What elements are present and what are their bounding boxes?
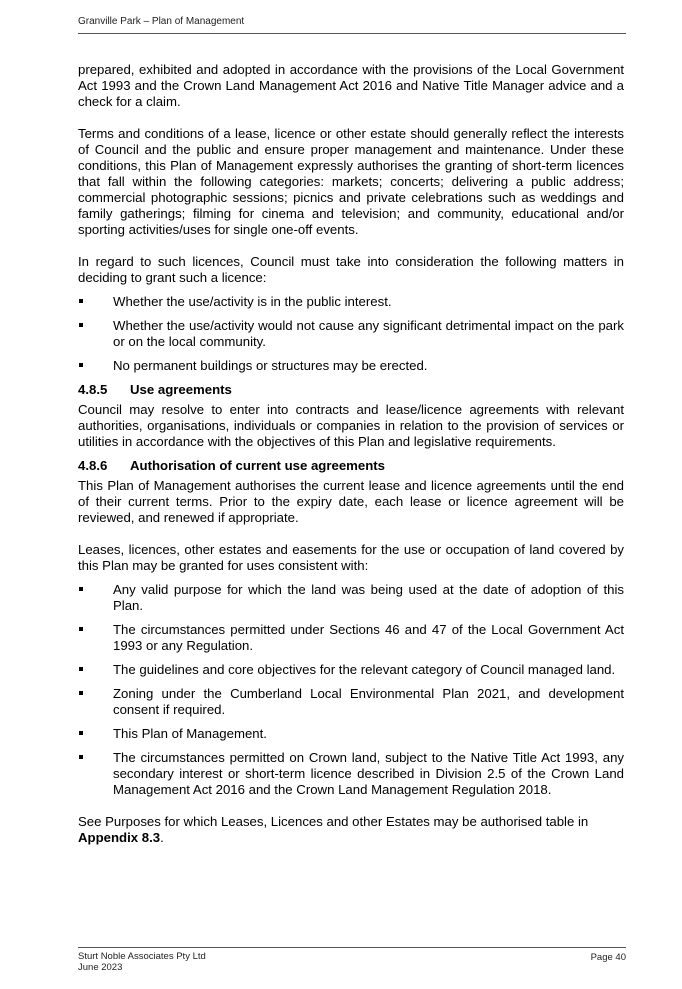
bullet-icon — [79, 667, 83, 671]
bullet-icon — [79, 363, 83, 367]
list-item: The guidelines and core objectives for the relevant category of Council managed land. — [78, 662, 624, 678]
intro-paragraph-2: Terms and conditions of a lease, licence or other estate should generally reflect the interests of Council and the public and ensure proper management and maintenance. Under these conditions, this Plan of Management expressly authorises the granting of short-term licences that fall within the following categories: markets; concerts; delivering a public address; commercial photographic sessions; picnics and private celebrations such as weddings and family gatherings; filming for cinema and television; and community, educational and/or sporting activities/uses for single one-off events. — [78, 126, 624, 237]
list-item: Any valid purpose for which the land was being used at the date of adoption of this Plan. — [78, 582, 624, 614]
closing-text: See Purposes for which Leases, Licences and other Estates may be authorised table in — [78, 814, 589, 829]
document-body — [78, 62, 624, 846]
bullet-icon — [79, 731, 83, 735]
appendix-link: Appendix 8.3 — [78, 830, 161, 845]
intro-paragraph-3: In regard to such licences, Council must take into consideration the following matters in deciding to grant such a licence: — [78, 254, 624, 285]
list-item: This Plan of Management. — [78, 726, 624, 742]
authorisation-paragraph-1: This Plan of Management authorises the current lease and licence agreements until the end of their current terms. Prior to the expiry date, each lease or licence agreement will be reviewed, and renewed if appropriate. — [78, 478, 624, 525]
authorisation-paragraph-2: Leases, licences, other estates and easements for the use or occupation of land covered by this Plan may be granted for uses consistent with: — [78, 542, 624, 573]
footer-company: Sturt Noble Associates Pty Ltd — [78, 951, 206, 962]
licence-considerations-list — [78, 294, 624, 374]
bullet-icon — [79, 299, 83, 303]
section-heading-4-8-5 — [78, 382, 624, 398]
use-agreements-paragraph: Council may resolve to enter into contracts and lease/licence agreements with relevant authorities, organisations, individuals or companies in relation to the provision of services or utilities in accordance with the objectives of this Plan and legislative requirements. — [78, 402, 624, 449]
intro-paragraph-1: prepared, exhibited and adopted in accordance with the provisions of the Local Government Act 1993 and the Crown Land Management Act 2016 and Native Title Manager advice and a check for a claim. — [78, 62, 624, 109]
section-number: 4.8.6 — [78, 458, 108, 473]
appendix-reference-paragraph: See Purposes for which Leases, Licences and other Estates may be authorised table in Appendix 8.3. — [78, 814, 589, 845]
section-title: Use agreements — [130, 382, 232, 397]
footer-date: June 2023 — [78, 962, 123, 973]
list-item: Whether the use/activity is in the public interest. — [78, 294, 624, 310]
page-footer — [78, 947, 626, 973]
bullet-icon — [79, 627, 83, 631]
header-title: Granville Park – Plan of Management — [78, 16, 245, 27]
bullet-icon — [79, 587, 83, 591]
list-item: The circumstances permitted under Sections 46 and 47 of the Local Government Act 1993 or any Regulation. — [78, 622, 624, 654]
bullet-icon — [79, 691, 83, 695]
permitted-uses-list — [78, 582, 624, 798]
list-item: No permanent buildings or structures may be erected. — [78, 358, 624, 374]
page-header — [78, 16, 626, 34]
section-title: Authorisation of current use agreements — [130, 458, 386, 473]
list-item: Zoning under the Cumberland Local Environmental Plan 2021, and development consent if required. — [78, 686, 624, 718]
bullet-icon — [79, 755, 83, 759]
page-number: Page 40 — [590, 952, 626, 963]
section-number: 4.8.5 — [78, 382, 108, 397]
list-item: The circumstances permitted on Crown land, subject to the Native Title Act 1993, any secondary interest or short-term licence described in Division 2.5 of the Crown Land Management Act 2016 and the Crown Land Management Regulation 2018. — [78, 750, 624, 798]
list-item: Whether the use/activity would not cause any significant detrimental impact on the park or on the local community. — [78, 318, 624, 350]
section-heading-4-8-6 — [78, 458, 624, 474]
bullet-icon — [79, 323, 83, 327]
